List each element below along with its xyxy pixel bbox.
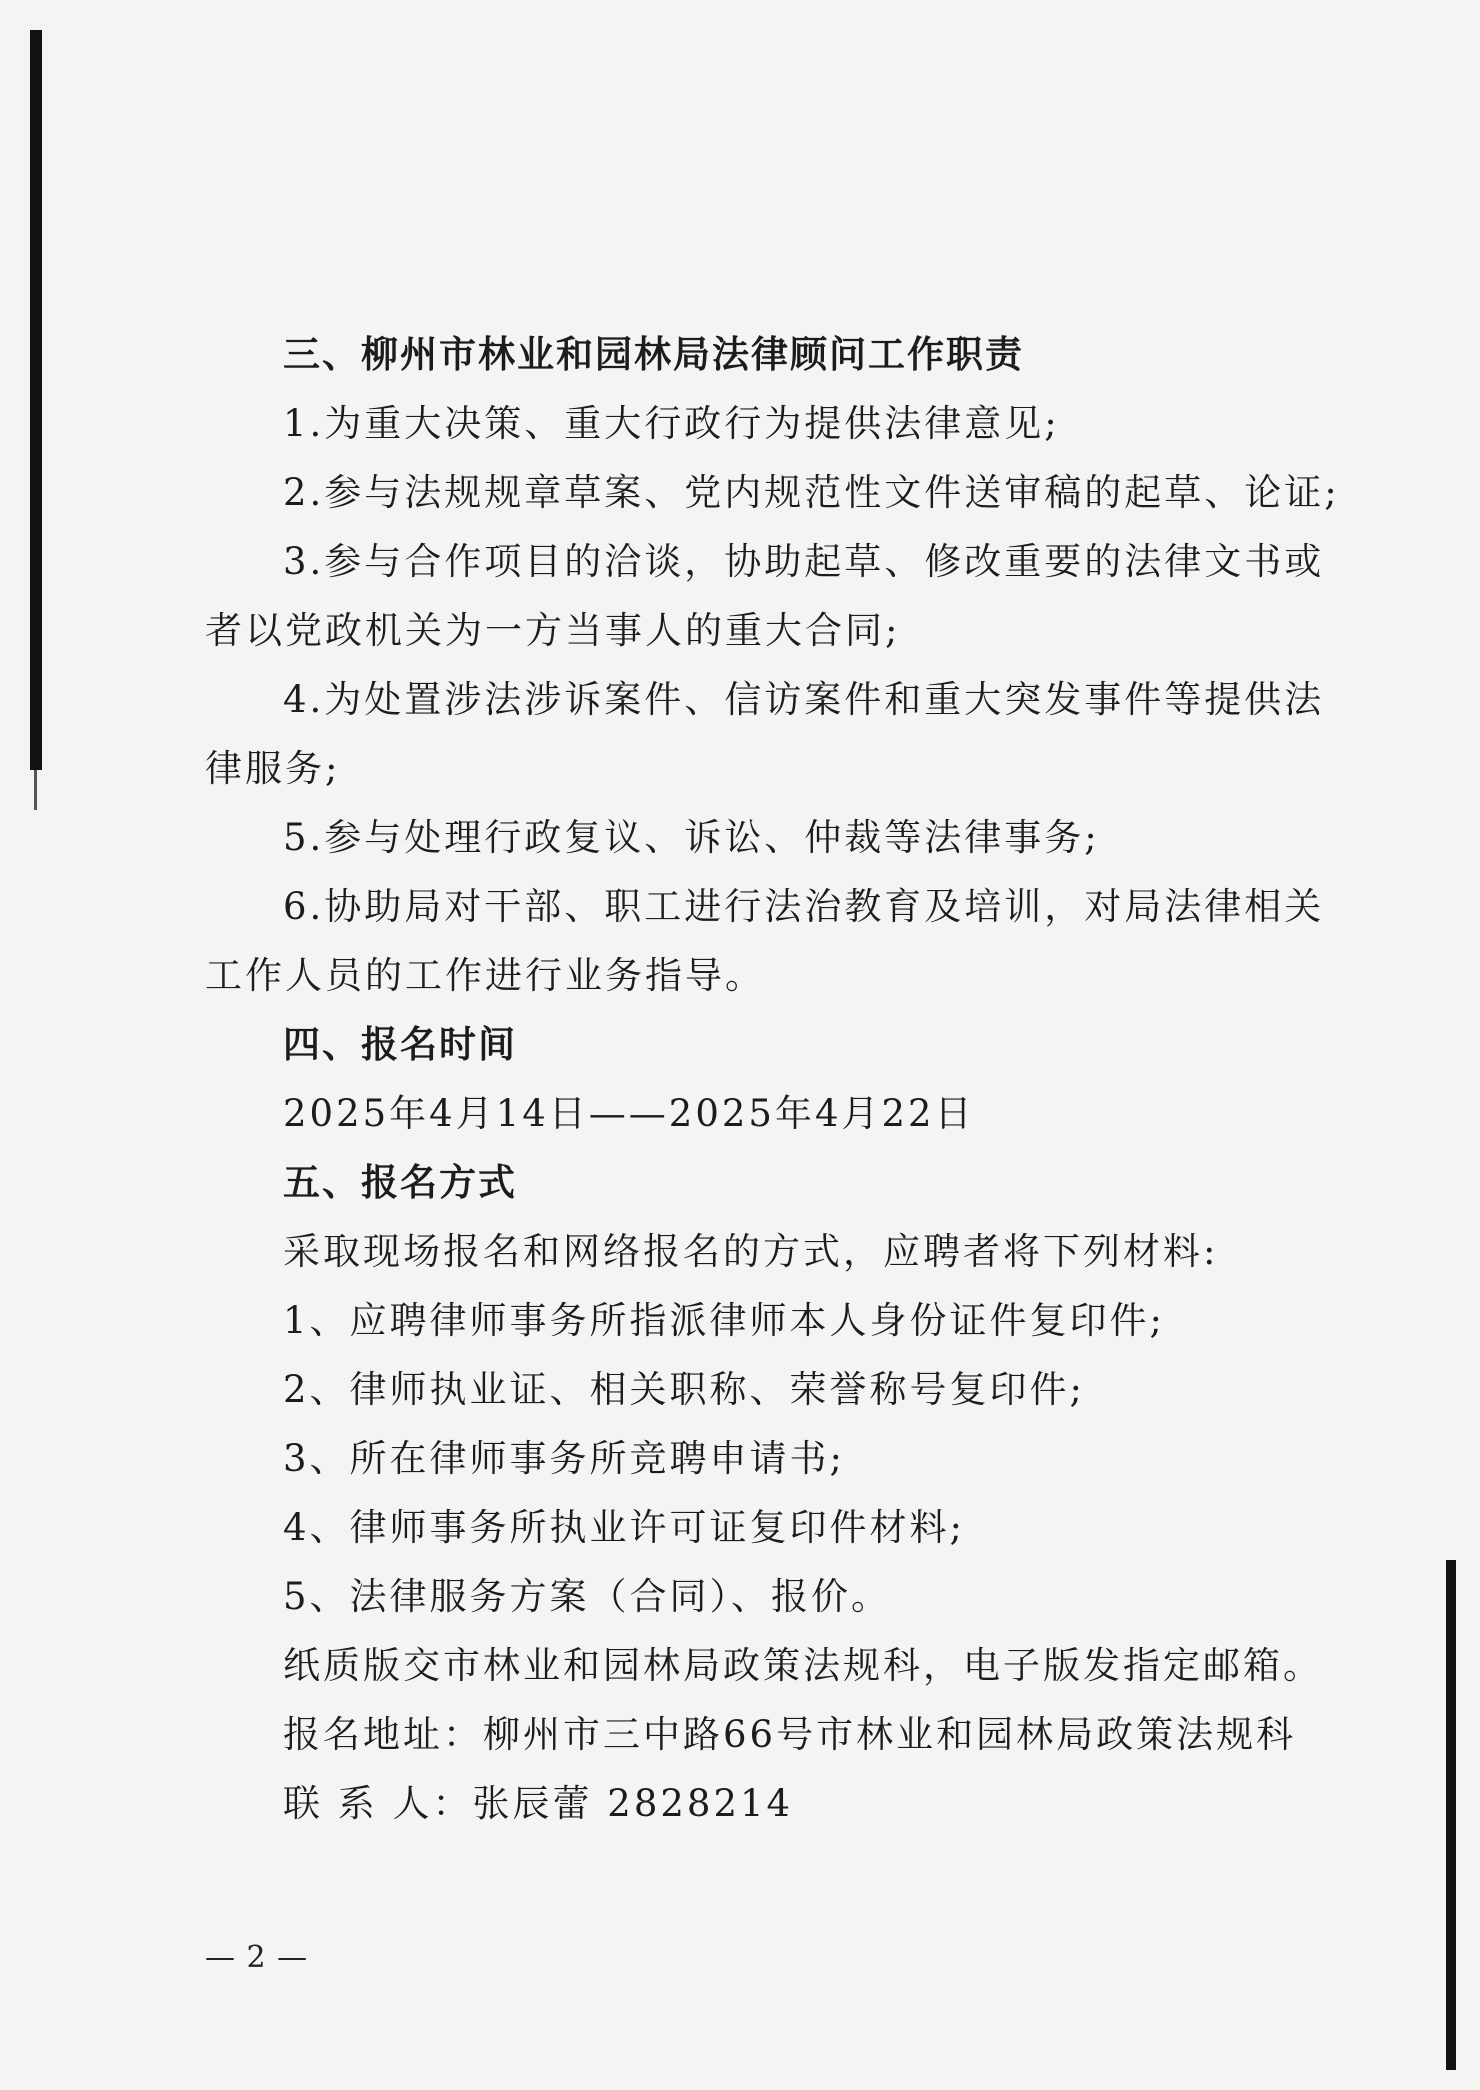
registration-address: 报名地址：柳州市三中路66号市林业和园林局政策法规科	[283, 1713, 1297, 1756]
scan-edge-right	[1446, 1560, 1456, 2070]
contact-person: 联 系 人：张辰蕾 2828214	[283, 1782, 794, 1825]
material-item-2: 2、律师执业证、相关职称、荣誉称号复印件;	[283, 1368, 1086, 1411]
section3-item-3: 3.参与合作项目的洽谈，协助起草、修改重要的法律文书或	[283, 540, 1325, 583]
section4-heading: 四、报名时间	[283, 1023, 517, 1066]
submission-note: 纸质版交市林业和园林局政策法规科，电子版发指定邮箱。	[283, 1644, 1323, 1687]
document-body	[205, 320, 1340, 1838]
section5-heading: 五、报名方式	[283, 1161, 517, 1204]
section5-intro: 采取现场报名和网络报名的方式，应聘者将下列材料:	[283, 1230, 1219, 1273]
section3-item-2: 2.参与法规规章草案、党内规范性文件送审稿的起草、论证;	[283, 471, 1340, 514]
section3-item-4-cont: 律服务;	[205, 747, 341, 790]
section3-heading: 三、柳州市林业和园林局法律顾问工作职责	[283, 333, 1024, 376]
registration-period: 2025年4月14日——2025年4月22日	[283, 1092, 975, 1135]
section3-item-5: 5.参与处理行政复议、诉讼、仲裁等法律事务;	[283, 816, 1100, 859]
page-number: — 2 —	[205, 1940, 309, 1975]
section3-item-1: 1.为重大决策、重大行政行为提供法律意见;	[283, 402, 1060, 445]
material-item-1: 1、应聘律师事务所指派律师本人身份证件复印件;	[283, 1299, 1166, 1342]
material-item-5: 5、法律服务方案（合同）、报价。	[283, 1575, 892, 1618]
scan-edge-left-thin	[34, 770, 37, 810]
section3-item-6: 6.协助局对干部、职工进行法治教育及培训，对局法律相关	[283, 885, 1325, 928]
material-item-4: 4、律师事务所执业许可证复印件材料;	[283, 1506, 966, 1549]
section3-item-4: 4.为处置涉法涉诉案件、信访案件和重大突发事件等提供法	[283, 678, 1325, 721]
section3-item-6-cont: 工作人员的工作进行业务指导。	[205, 954, 765, 997]
scan-edge-left	[30, 30, 42, 770]
material-item-3: 3、所在律师事务所竞聘申请书;	[283, 1437, 846, 1480]
section3-item-3-cont: 者以党政机关为一方当事人的重大合同;	[205, 609, 901, 652]
